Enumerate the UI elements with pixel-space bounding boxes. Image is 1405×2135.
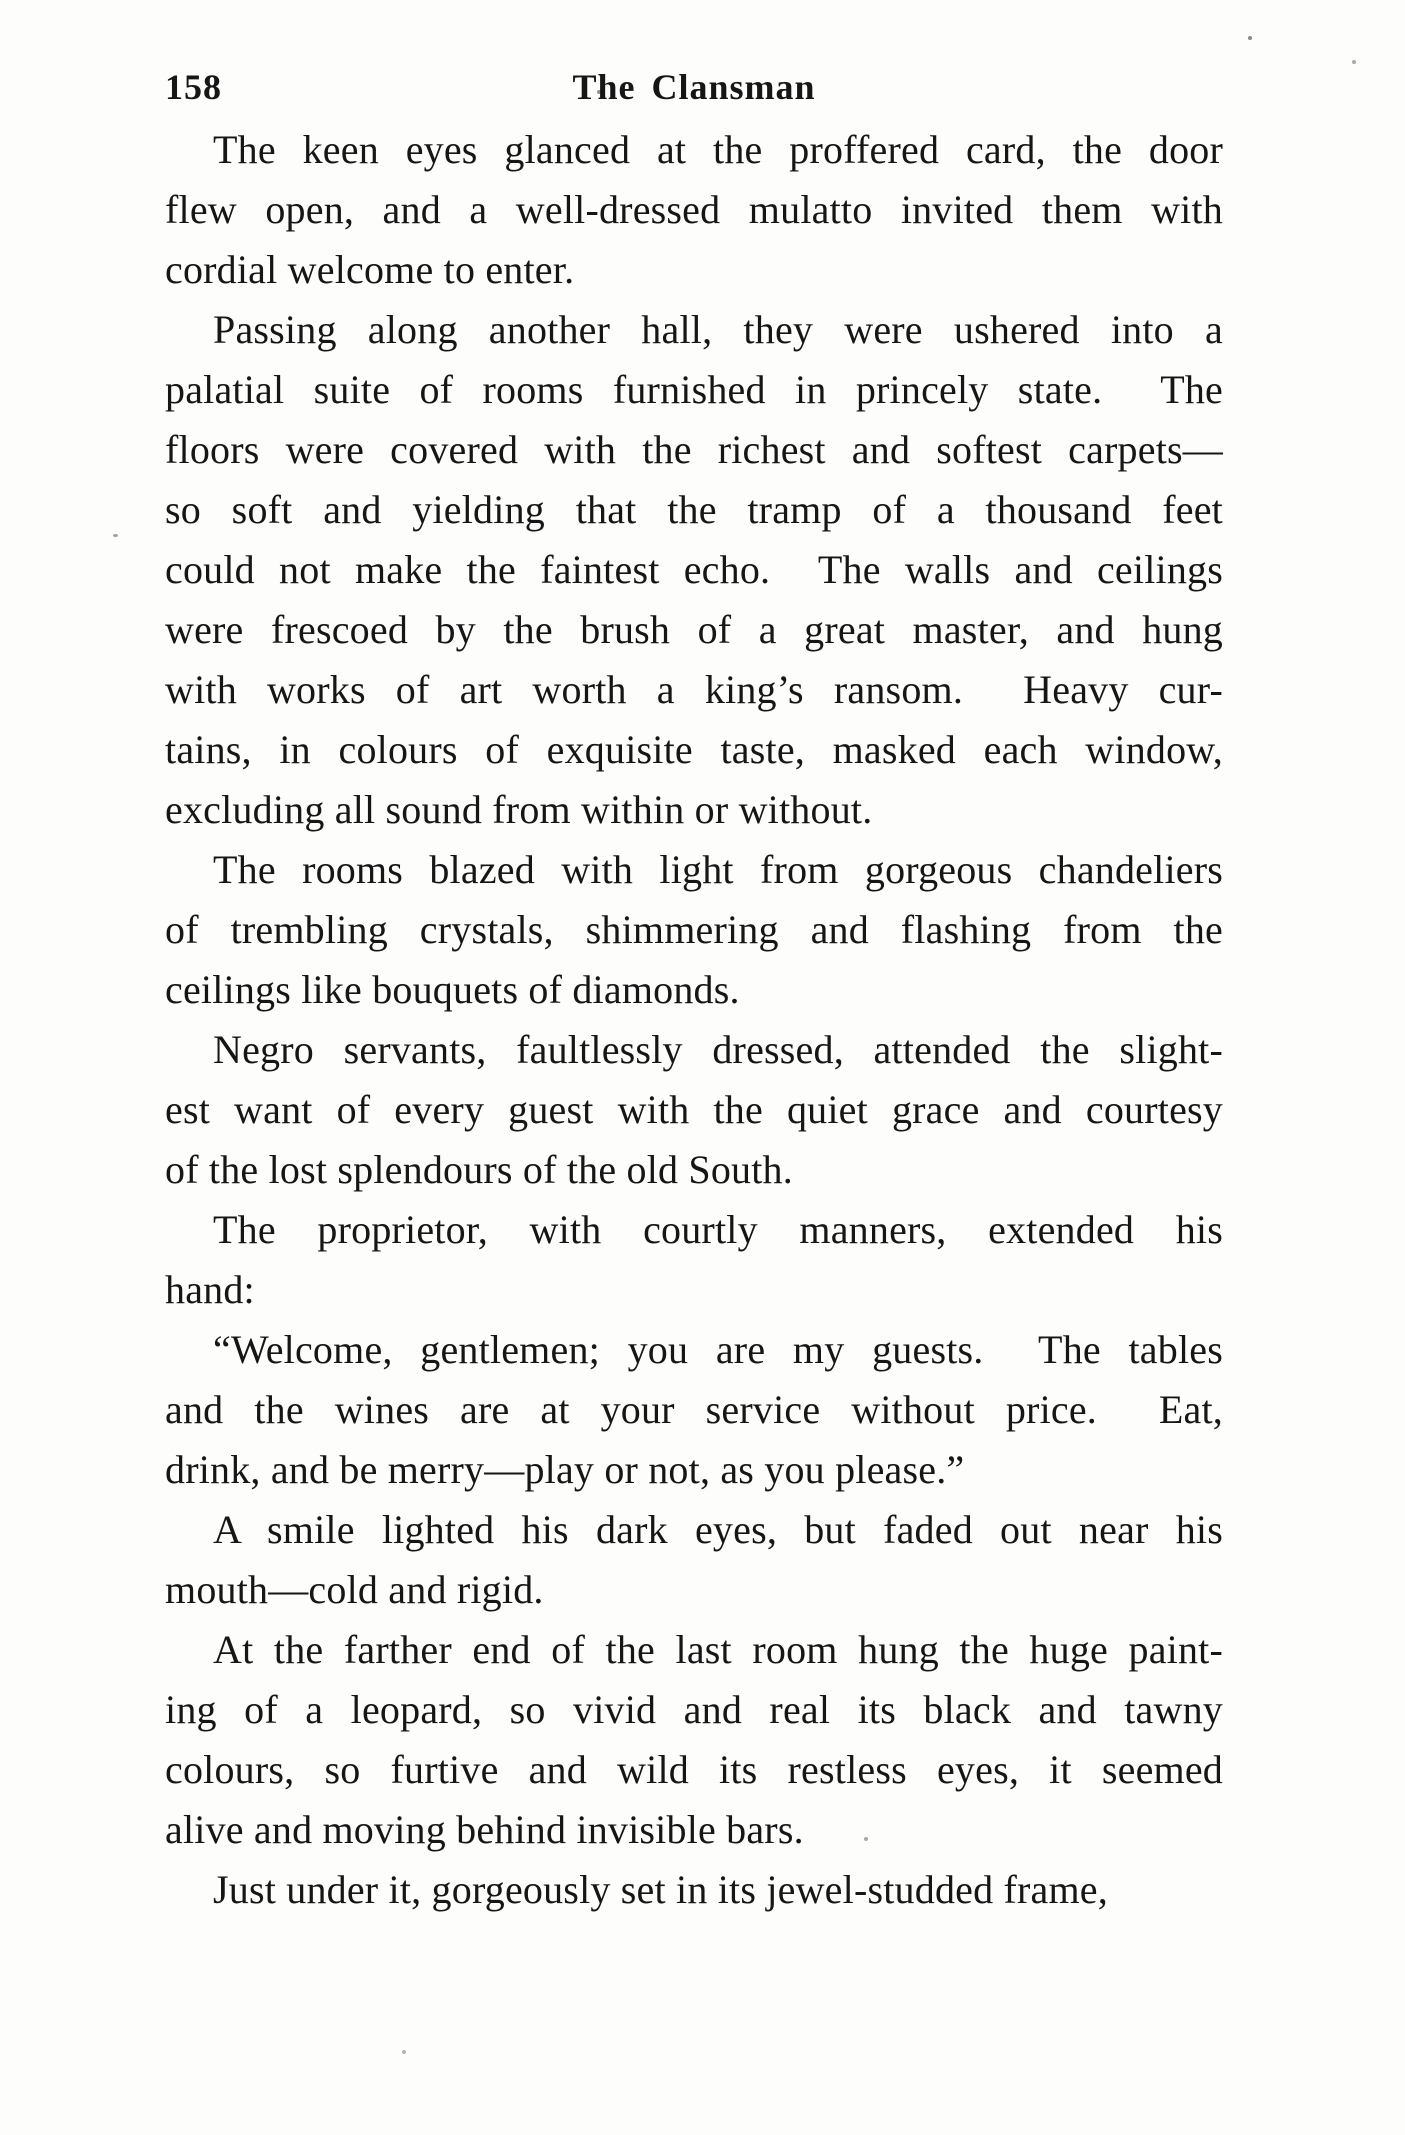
scan-speck [1248,36,1252,40]
text-line: so soft and yielding that the tramp of a thousand feet [165,487,1223,532]
text-line: of the lost splendours of the old South. [165,1147,793,1192]
text-line: drink, and be merry—play or not, as you please.” [165,1447,965,1492]
text-line: alive and moving behind invisible bars. [165,1807,804,1852]
paragraph [165,840,1223,1020]
text-line: tains, in colours of exquisite taste, masked each window, [165,727,1223,772]
text-line: excluding all sound from within or without. [165,787,873,832]
text-line: The proprietor, with courtly manners, extended his [213,1207,1223,1252]
paragraph [165,120,1223,300]
text-line: Negro servants, faultlessly dressed, attended the slight- [213,1027,1223,1072]
running-head [165,64,1223,110]
scan-speck [1352,60,1356,64]
text-line: At the farther end of the last room hung the huge paint- [213,1627,1223,1672]
page-body [165,120,1223,1920]
paragraph [165,1020,1223,1200]
text-line: Just under it, gorgeously set in its jewel-studded frame, [213,1867,1108,1912]
paragraph [165,1860,1223,1920]
scan-speck [113,534,118,537]
text-block [165,64,1223,1920]
text-line: floors were covered with the richest and softest carpets— [165,427,1223,472]
text-line: est want of every guest with the quiet grace and courtesy [165,1087,1223,1132]
text-line: palatial suite of rooms furnished in princely state. The [165,367,1223,412]
text-line: mouth—cold and rigid. [165,1567,544,1612]
paragraph [165,1620,1223,1860]
text-line: colours, so furtive and wild its restless eyes, it seemed [165,1747,1223,1792]
running-title: The Clansman [572,67,816,107]
paragraph [165,1500,1223,1620]
text-line: The keen eyes glanced at the proffered card, the door [213,127,1223,172]
page-number: 158 [165,67,222,107]
text-line: could not make the faintest echo. The walls and ceilings [165,547,1223,592]
text-line: were frescoed by the brush of a great master, and hung [165,607,1223,652]
text-line: and the wines are at your service without price. Eat, [165,1387,1223,1432]
scan-speck [402,2050,406,2054]
text-line: hand: [165,1267,255,1312]
text-line: of trembling crystals, shimmering and flashing from the [165,907,1223,952]
text-line: with works of art worth a king’s ransom. Heavy cur- [165,667,1223,712]
text-line: cordial welcome to enter. [165,247,575,292]
text-line: A smile lighted his dark eyes, but faded out near his [213,1507,1223,1552]
text-line: Passing along another hall, they were ushered into a [213,307,1223,352]
text-line: flew open, and a well-dressed mulatto invited them with [165,187,1223,232]
paragraph [165,1320,1223,1500]
paragraph [165,1200,1223,1320]
paragraph [165,300,1223,840]
text-line: The rooms blazed with light from gorgeous chandeliers [213,847,1223,892]
text-line: “Welcome, gentlemen; you are my guests. The tables [213,1327,1223,1372]
text-line: ing of a leopard, so vivid and real its black and tawny [165,1687,1223,1732]
text-line: ceilings like bouquets of diamonds. [165,967,740,1012]
